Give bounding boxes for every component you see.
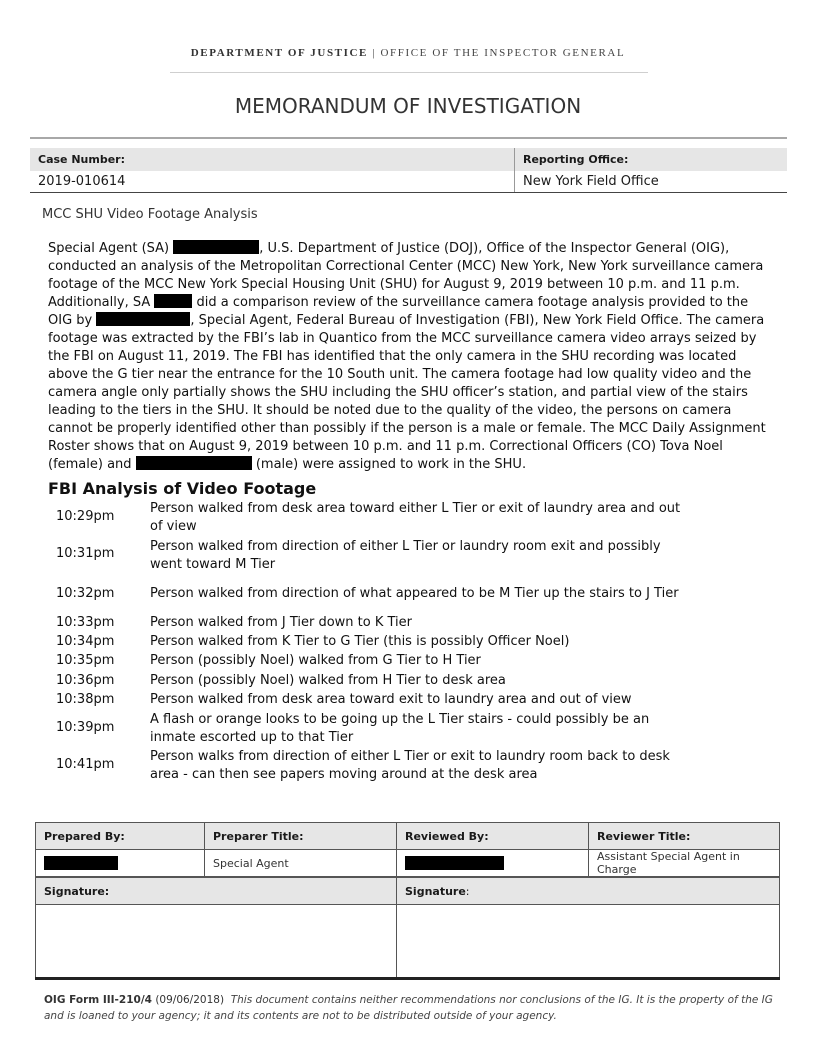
reviewed-by-value — [397, 850, 589, 878]
timeline-description: Person (possibly Noel) walked from G Tier to H Tier — [150, 653, 481, 668]
narrative-text-2: , U.S. Department of Justice (DOJ), Office of the Inspector General (OIG), conducted an analysis of the Metropolitan Correctional Center (MCC) New York, New York surveillance camera footage of the MCC New York Special Housing Unit (SHU) for August 9, 2019 between 10 p.m. and 11 p.m. Additionally, SA — [48, 241, 764, 310]
redaction-block — [96, 312, 190, 326]
reporting-office-label: Reporting Office: — [515, 148, 788, 171]
case-info-table — [30, 148, 787, 193]
timeline-time: 10:31pm — [56, 546, 115, 561]
reviewer-signature-colon: : — [465, 884, 470, 898]
timeline-time: 10:41pm — [56, 757, 115, 772]
timeline-time: 10:39pm — [56, 720, 115, 735]
narrative-text-1: Special Agent (SA) — [48, 241, 170, 256]
reviewer-signature-box[interactable] — [397, 905, 780, 979]
reviewer-title-value: Assistant Special Agent in Charge — [589, 850, 780, 878]
timeline-time: 10:38pm — [56, 692, 115, 707]
narrative-text-5: (male) were assigned to work in the SHU. — [255, 457, 527, 472]
redaction-block — [405, 856, 504, 870]
form-id: OIG Form III-210/4 — [44, 994, 152, 1006]
timeline-description: Person walked from desk area toward exit to laundry area and out of view — [150, 692, 632, 707]
redaction-block — [44, 856, 118, 870]
fbi-analysis-heading: FBI Analysis of Video Footage — [48, 479, 317, 498]
preparer-signature-box[interactable] — [36, 905, 397, 979]
memo-subject: MCC SHU Video Footage Analysis — [42, 207, 258, 222]
page-title: MEMORANDUM OF INVESTIGATION — [234, 94, 582, 118]
department-name: DEPARTMENT OF JUSTICE — [190, 47, 368, 59]
timeline-description: Person walked from desk area toward either L Tier or exit of laundry area and out of view — [150, 501, 681, 534]
header-divider — [170, 72, 648, 73]
timeline-description: Person walked from J Tier down to K Tier — [150, 615, 412, 630]
timeline-description: A flash or orange looks to be going up the L Tier stairs - could possibly be an inmate escorted up to that Tier — [150, 712, 650, 745]
timeline-description: Person walked from direction of what appeared to be M Tier up the stairs to J Tier — [150, 586, 679, 601]
department-header — [0, 47, 816, 59]
redaction-block — [136, 456, 252, 470]
narrative-paragraph — [48, 240, 774, 474]
preparer-signature-label: Signature: — [36, 877, 397, 905]
narrative-text-3: did a comparison review of the surveillance camera footage analysis provided to the OIG by — [48, 295, 749, 328]
timeline-time: 10:29pm — [56, 509, 115, 524]
timeline-time: 10:33pm — [56, 615, 115, 630]
prepared-by-value — [36, 850, 205, 878]
case-number-value: 2019-010614 — [30, 171, 515, 193]
redaction-block — [154, 294, 192, 308]
header-separator: | — [372, 47, 377, 59]
footer-disclaimer: This document contains neither recommendations nor conclusions of the IG. It is the property of the IG and is loaned to your agency; it and its contents are not to be distributed outside of your agency. — [44, 994, 773, 1022]
redaction-block — [173, 240, 259, 254]
reviewer-title-label: Reviewer Title: — [589, 823, 780, 850]
timeline-description: Person walked from K Tier to G Tier (this is possibly Officer Noel) — [150, 634, 570, 649]
office-name: OFFICE OF THE INSPECTOR GENERAL — [380, 47, 626, 59]
timeline-time: 10:36pm — [56, 673, 115, 688]
timeline-time: 10:34pm — [56, 634, 115, 649]
form-date: (09/06/2018) — [155, 994, 225, 1006]
timeline-description: Person (possibly Noel) walked from H Tier to desk area — [150, 673, 506, 688]
reviewer-signature-label — [397, 877, 780, 905]
timeline-description: Person walked from direction of either L Tier or laundry room exit and possibly went toward M Tier — [150, 539, 661, 572]
title-divider — [30, 137, 787, 139]
narrative-text-4: , Special Agent, Federal Bureau of Investigation (FBI), New York Field Office. The camera footage was extracted by the FBI’s lab in Quantico from the MCC surveillance camera video arrays seized by the FBI on August 11, 2019. The FBI has identified that the only camera in the SHU recording was located above the G tier near the entrance for the 10 South unit. The camera footage had low quality video and the camera angle only partially shows the SHU including the SHU officer’s station, and partial view of the stairs leading to the tiers in the SHU. It should be noted due to the quality of the video, the persons on camera cannot be properly identified other than possibly if the person is a male or female. The MCC Daily Assignment Roster shows that on August 9, 2019 between 10 p.m. and 11 p.m. Correctional Officers (CO) Tova Noel (female) and — [48, 313, 766, 472]
reporting-office-value: New York Field Office — [515, 171, 788, 193]
reviewer-signature-label-text: Signature — [405, 884, 466, 898]
prepared-by-label: Prepared By: — [36, 823, 205, 850]
case-number-label: Case Number: — [30, 148, 515, 171]
timeline-description: Person walks from direction of either L Tier or exit to laundry room back to desk area - can then see papers moving around at the desk area — [150, 749, 670, 782]
form-footer — [44, 992, 774, 1024]
signature-table — [35, 822, 780, 980]
timeline-time: 10:32pm — [56, 586, 115, 601]
preparer-title-label: Preparer Title: — [205, 823, 397, 850]
timeline-time: 10:35pm — [56, 653, 115, 668]
preparer-title-value: Special Agent — [205, 850, 397, 878]
reviewed-by-label: Reviewed By: — [397, 823, 589, 850]
